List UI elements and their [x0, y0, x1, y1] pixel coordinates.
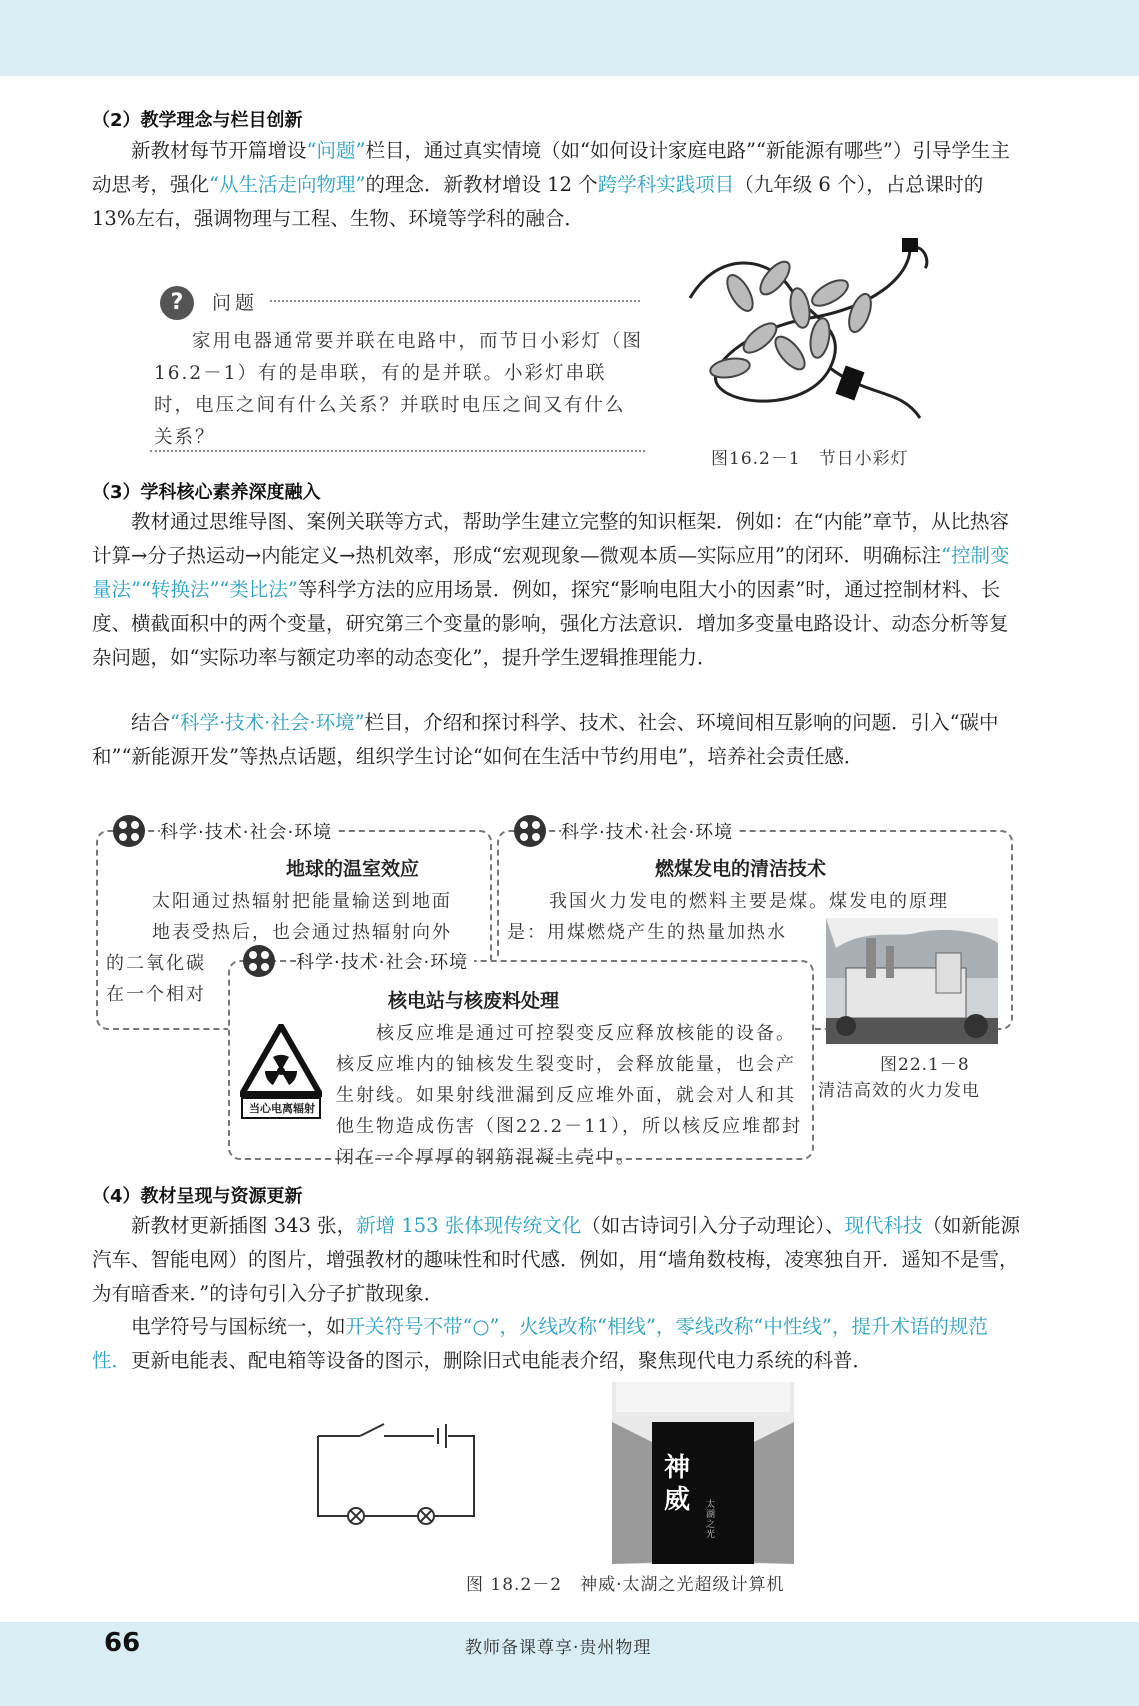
stse-icon	[112, 814, 146, 848]
body-text: 等科学方法的应用场景．例如，探究“影响电阻大小的因素”时，通过控制材料、长度、横截面积中的两个变量，研究第三个变量的影响，强化方法意识．增加多变量电路设计、动态分析等复杂问题，如“实际功率与额定功率的动态变化”，提升学生逻辑推理能力．	[92, 578, 1009, 669]
question-text: 家用电器通常要并联在电路中，而节日小彩灯（图16.2－1）有的是串联，有的是并联。小彩灯串联时，电压之间有什么关系？并联时电压之间又有什么关系？	[154, 331, 644, 448]
page-number: 66	[104, 1628, 141, 1658]
stse-card-line: 是：用煤燃烧产生的热量加热水	[507, 922, 787, 943]
stse-card-title: 燃煤发电的清洁技术	[655, 858, 827, 880]
power-plant-caption-text: 清洁高效的火力发电	[818, 1081, 980, 1101]
stse-card-title: 地球的温室效应	[286, 858, 420, 880]
highlighted-text: 开关符号不带“○”，火线改称“相线”，零线改称“中性线”，提升术语的规范性．	[92, 1315, 988, 1372]
section-3-paragraph-2	[92, 706, 1022, 774]
wavy-divider	[270, 300, 640, 302]
stse-icon	[513, 814, 547, 848]
holiday-lights-image	[680, 238, 940, 438]
highlighted-text: 现代科技	[844, 1214, 923, 1237]
stse-icon	[242, 944, 276, 978]
stse-card-text: 核反应堆是通过可控裂变反应释放核能的设备。核反应堆内的铀核发生裂变时，会释放能量，也会产生射线。如果射线泄漏到反应堆外面，就会对人和其他生物造成伤害（图22.2－11），所以核反应堆都封闭在一个厚厚的钢筋混凝土壳中。	[336, 1023, 802, 1168]
highlighted-text: “科学·技术·社会·环境”	[170, 711, 365, 734]
section-2-paragraph	[92, 134, 1022, 236]
stse-label: 科学·技术·社会·环境	[296, 948, 474, 974]
highlighted-text: 跨学科实践项目	[597, 173, 735, 196]
supercomputer-sub-text: 太湖之光	[706, 1500, 716, 1540]
supercomputer-photo	[612, 1382, 794, 1564]
power-plant-caption-number: 图22.1－8	[880, 1055, 970, 1075]
stse-card-nuclear	[228, 952, 814, 1168]
section-4-heading: （4）教材呈现与资源更新	[92, 1186, 303, 1207]
body-text: 的理念．新教材增设 12 个	[365, 173, 598, 196]
power-plant-photo	[826, 918, 998, 1044]
body-text: 新教材每节开篇增设	[131, 139, 307, 162]
highlighted-text: “问题”	[306, 139, 366, 162]
body-text: （九年级 6 个），占总课时的 13%左右，强调物理与工程、生物、环境等学科的融合．	[92, 173, 984, 230]
body-text: 栏目，介绍和探讨科学、技术、社会、环境间相互影响的问题．引入“碳中和”“新能源开发”等热点话题，组织学生讨论“如何在生活中节约用电”，培养社会责任感．	[92, 711, 999, 768]
body-text: （如古诗词引入分子动理论）、	[581, 1214, 845, 1237]
supercomputer-caption: 图 18.2－2 神威·太湖之光超级计算机	[466, 1575, 785, 1595]
stse-card-line: 我国火力发电的燃料主要是煤。煤发电的原理	[549, 891, 949, 912]
stse-card-line: 在一个相对	[106, 984, 206, 1005]
top-band	[0, 0, 1139, 76]
highlighted-text: “从生活走向物理”	[209, 173, 366, 196]
section-3-heading: （3）学科核心素养深度融入	[92, 482, 321, 503]
highlighted-text: “控制变量法”“转换法”“类比法”	[92, 544, 1010, 601]
body-text: 栏目，通过真实情境（如“如何设计家庭电路”“新能源有哪些”）引导学生主动思考，强化	[92, 139, 1010, 196]
body-text: 新教材更新插图 343 张，	[131, 1214, 357, 1237]
stse-card-title: 核电站与核废料处理	[388, 990, 560, 1012]
body-text: 电学符号与国标统一，如	[131, 1315, 346, 1338]
body-text: 更新电能表、配电箱等设备的图示，删除旧式电能表介绍，聚焦现代电力系统的科普．	[131, 1349, 873, 1372]
stse-card-line: 的二氧化碳	[106, 953, 206, 974]
circuit-diagram	[314, 1416, 480, 1526]
stse-label: 科学·技术·社会·环境	[561, 818, 739, 844]
section-4-paragraph-1	[92, 1209, 1022, 1311]
stse-label: 科学·技术·社会·环境	[160, 818, 338, 844]
wavy-divider-bottom	[150, 450, 645, 452]
stse-card-line: 地表受热后，也会通过热辐射向外	[152, 922, 452, 943]
section-2-heading: （2）教学理念与栏目创新	[92, 110, 303, 131]
body-text: 结合	[131, 711, 171, 734]
radiation-sign-label: 当心电离辐射	[249, 1102, 315, 1115]
section-3-paragraph-1	[92, 505, 1022, 675]
question-title: 问题	[212, 292, 259, 314]
question-icon: ?	[160, 286, 194, 320]
highlighted-text: 新增 153 张体现传统文化	[356, 1214, 582, 1237]
section-4-paragraph-2	[92, 1310, 1022, 1378]
body-text: 教材通过思维导图、案例关联等方式，帮助学生建立完整的知识框架．例如：在“内能”章节，从比热容计算→分子热运动→内能定义→热机效率，形成“宏观现象—微观本质—实际应用”的闭环．明确标注	[92, 510, 1009, 567]
footer-title: 教师备课尊享·贵州物理	[465, 1638, 652, 1658]
supercomputer-brand-text: 神威	[664, 1453, 691, 1515]
holiday-lights-caption: 图16.2－1 节日小彩灯	[711, 449, 909, 469]
body-text: （如新能源汽车、智能电网）的图片，增强教材的趣味性和时代感．例如，用“墙角数枝梅，凌寒独自开．遥知不是雪，为有暗香来．”的诗句引入分子扩散现象．	[92, 1214, 1021, 1305]
question-box	[150, 280, 645, 460]
stse-card-line: 太阳通过热辐射把能量输送到地面	[152, 891, 452, 912]
